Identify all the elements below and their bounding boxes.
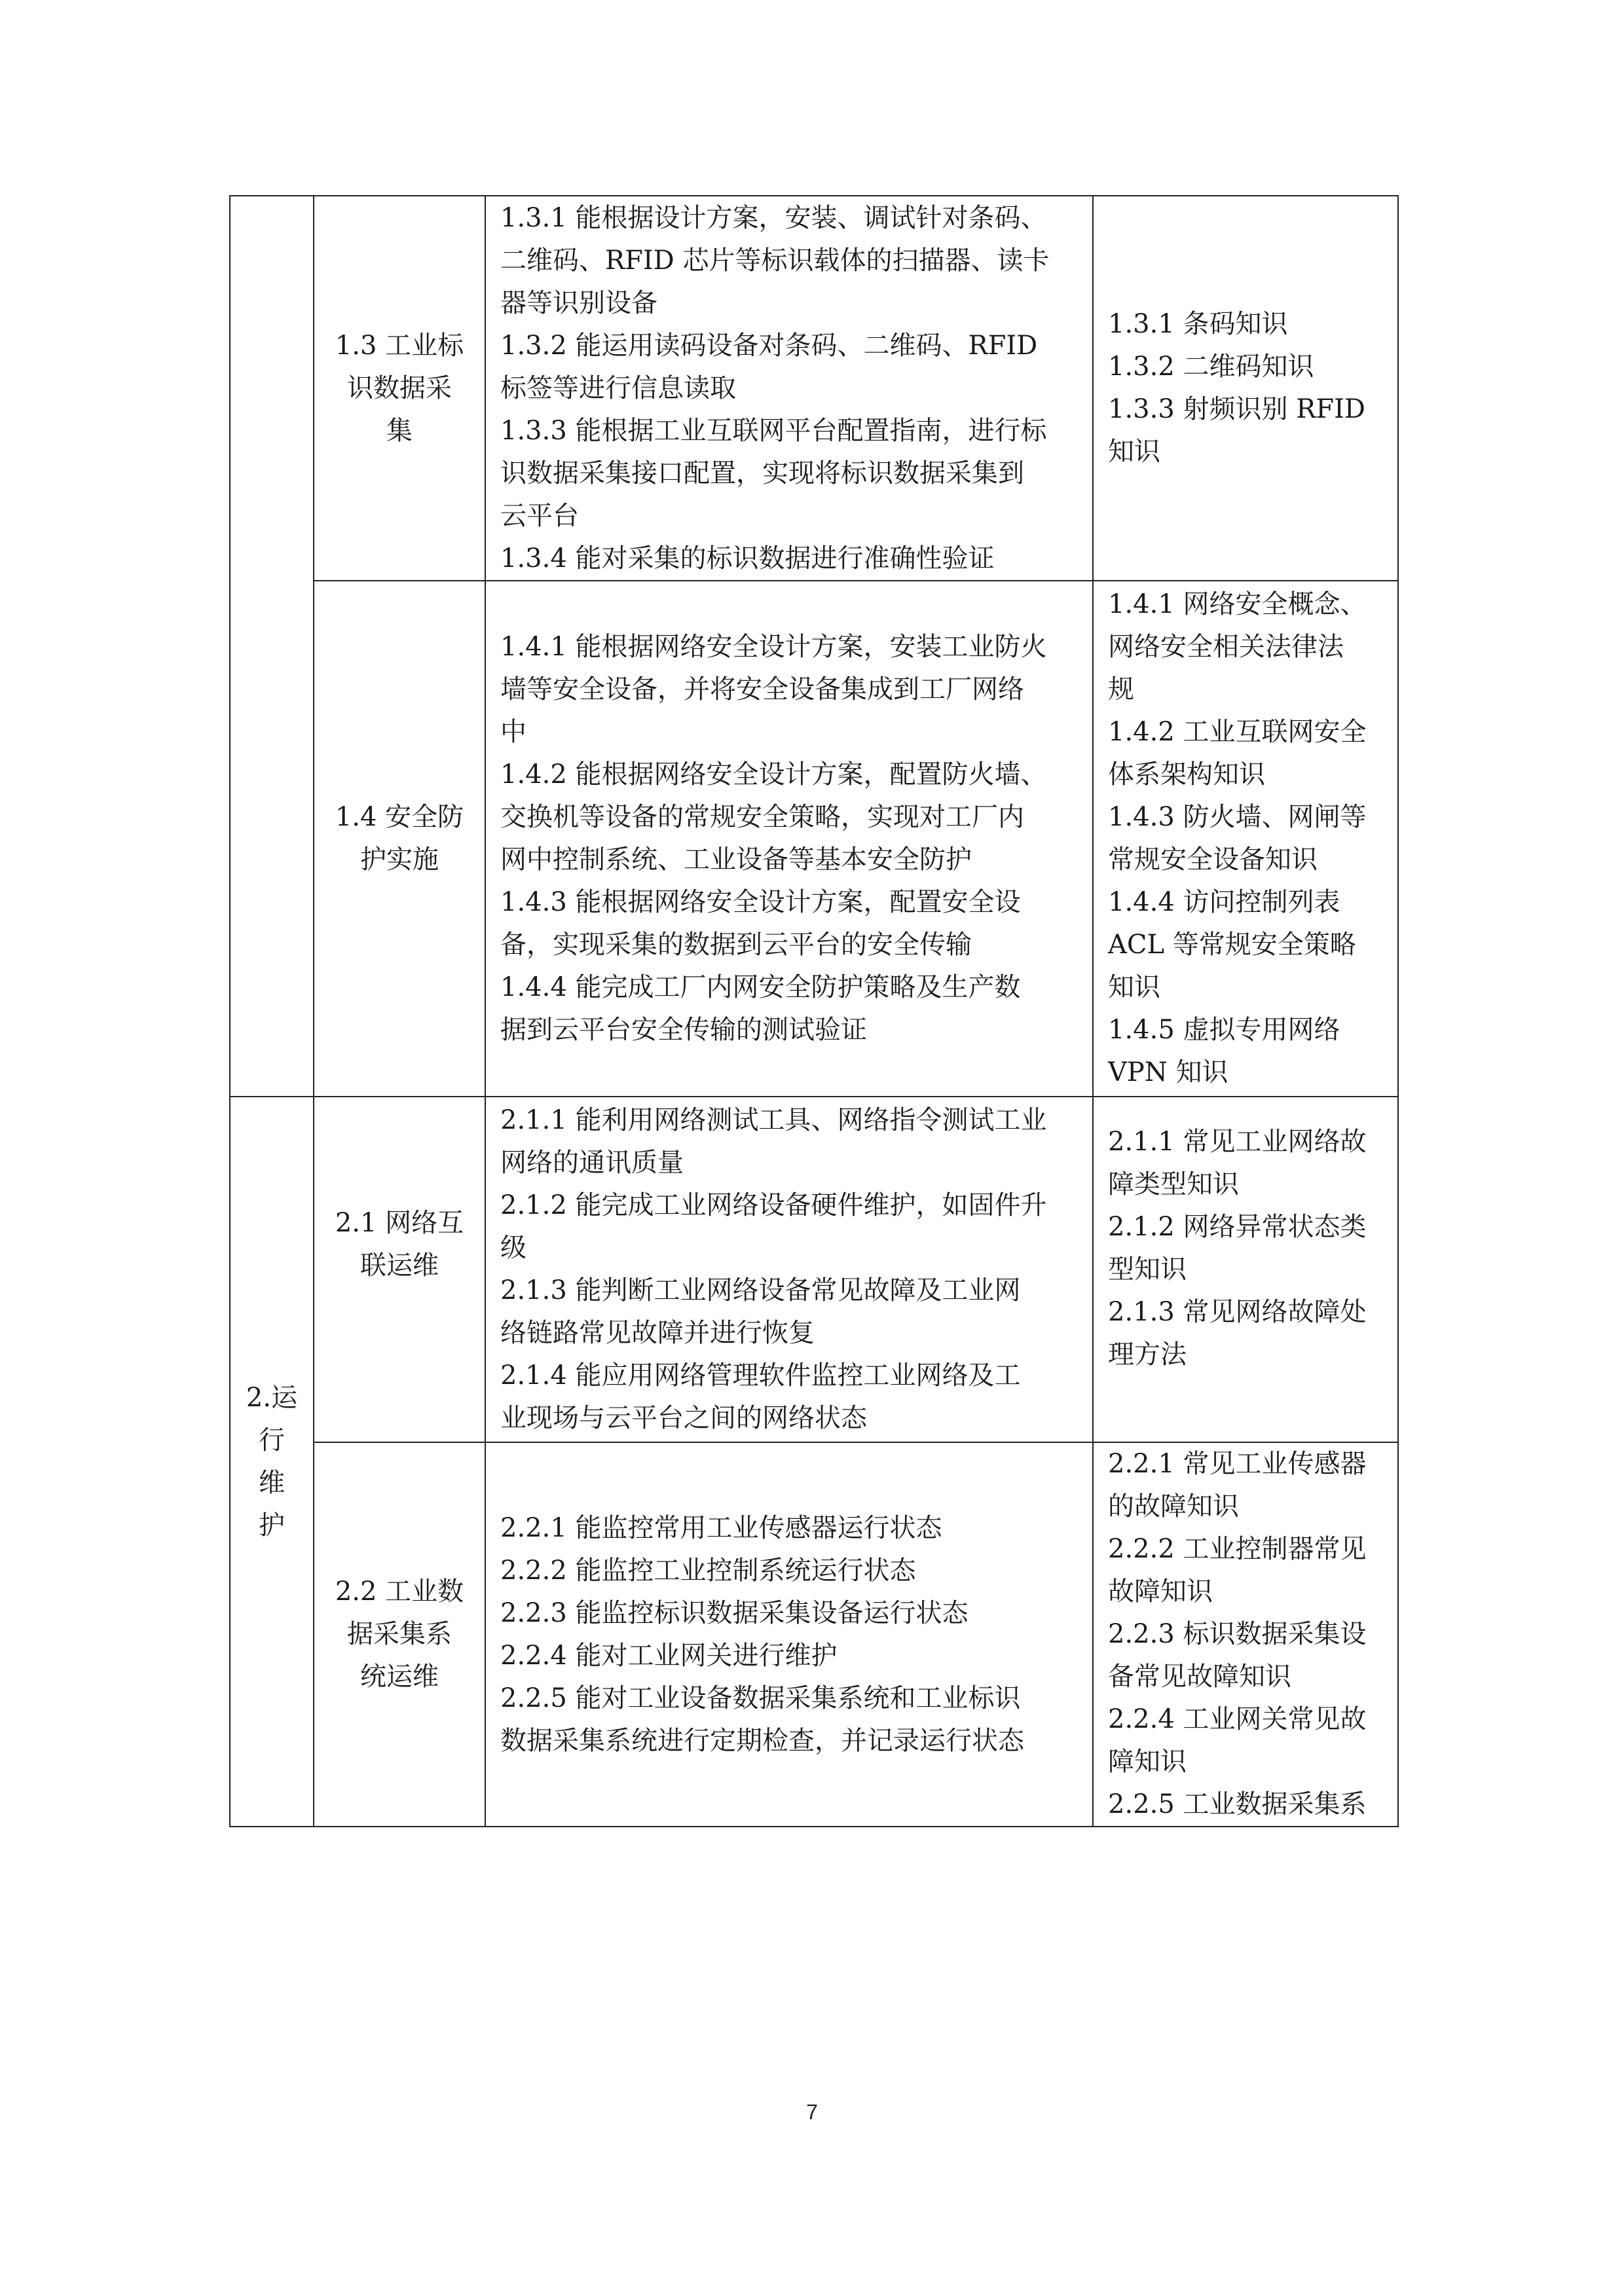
requirement-line: 1.3.2 能运用读码设备对条码、二维码、RFID	[500, 330, 1038, 361]
requirement-line: 备，实现采集的数据到云平台的安全传输	[500, 930, 972, 960]
knowledge-line: 2.2.2 工业控制器常见	[1108, 1534, 1367, 1564]
requirement-line: 据到云平台安全传输的测试验证	[500, 1015, 867, 1045]
knowledge-line: 1.4.1 网络安全概念、	[1108, 589, 1367, 619]
category-cell-continued	[230, 196, 314, 1097]
knowledge-line: 规	[1108, 674, 1134, 704]
category-line: 行	[259, 1425, 285, 1455]
knowledge-line: 障类型知识	[1108, 1169, 1239, 1199]
knowledge-line: 常规安全设备知识	[1108, 845, 1318, 875]
requirement-line: 2.1.1 能利用网络测试工具、网络指令测试工业	[500, 1105, 1047, 1135]
knowledge-line: 1.3.3 射频识别 RFID	[1108, 394, 1365, 424]
requirement-line: 网中控制系统、工业设备等基本安全防护	[500, 845, 972, 875]
knowledge-line: 1.3.2 二维码知识	[1108, 352, 1314, 382]
task-line: 1.3 工业标	[335, 330, 464, 361]
requirement-line: 中	[500, 717, 526, 747]
task-line: 联运维	[360, 1250, 439, 1281]
knowledge-line: 2.2.5 工业数据采集系	[1108, 1789, 1367, 1819]
requirement-line: 1.4.3 能根据网络安全设计方案，配置安全设	[500, 887, 1021, 917]
knowledge-line: 1.4.3 防火墙、网闸等	[1108, 802, 1367, 832]
requirement-line: 1.3.4 能对采集的标识数据进行准确性验证	[500, 543, 995, 574]
knowledge-line: 2.2.4 工业网关常见故	[1108, 1704, 1367, 1734]
requirement-line: 1.4.4 能完成工厂内网安全防护策略及生产数	[500, 972, 1021, 1002]
knowledge-line: 知识	[1108, 972, 1160, 1002]
knowledge-line: 理方法	[1108, 1339, 1187, 1370]
requirement-line: 网络的通讯质量	[500, 1148, 684, 1178]
knowledge-line: 1.4.5 虚拟专用网络	[1108, 1015, 1340, 1045]
requirement-line: 二维码、RFID 芯片等标识载体的扫描器、读卡	[500, 245, 1050, 276]
knowledge-line: 2.1.2 网络异常状态类	[1108, 1212, 1367, 1242]
category-line: 护	[259, 1510, 285, 1540]
task-line: 护实施	[360, 845, 439, 875]
knowledge-line: VPN 知识	[1108, 1057, 1228, 1087]
table-row	[230, 196, 1398, 581]
requirement-line: 数据采集系统进行定期检查，并记录运行状态	[500, 1725, 1024, 1756]
task-line: 识数据采	[347, 373, 452, 403]
knowledge-line: 的故障知识	[1108, 1491, 1239, 1522]
task-line: 集	[386, 415, 413, 446]
requirement-line: 1.4.1 能根据网络安全设计方案，安装工业防火	[500, 632, 1047, 662]
requirement-line: 2.2.4 能对工业网关进行维护	[500, 1640, 838, 1671]
requirement-line: 2.1.4 能应用网络管理软件监控工业网络及工	[500, 1360, 1021, 1391]
knowledge-cell	[1093, 1442, 1398, 1827]
table-row	[230, 1442, 1398, 1827]
knowledge-cell	[1093, 581, 1398, 1097]
requirement-line: 1.4.2 能根据网络安全设计方案，配置防火墙、	[500, 759, 1047, 790]
knowledge-line: 网络安全相关法律法	[1108, 632, 1344, 662]
knowledge-line: 体系架构知识	[1108, 759, 1265, 790]
knowledge-cell	[1093, 196, 1398, 581]
category-line: 2.运	[246, 1382, 298, 1413]
requirements-cell	[485, 196, 1093, 581]
task-line: 2.1 网络互	[335, 1208, 464, 1238]
knowledge-line: 障知识	[1108, 1747, 1187, 1777]
knowledge-line: 知识	[1108, 437, 1160, 467]
requirement-line: 2.2.3 能监控标识数据采集设备运行状态	[500, 1597, 969, 1628]
task-line: 统运维	[360, 1662, 439, 1692]
requirements-cell	[485, 581, 1093, 1097]
knowledge-line: 2.2.1 常见工业传感器	[1108, 1449, 1367, 1479]
requirement-line: 业现场与云平台之间的网络状态	[500, 1403, 867, 1433]
requirement-line: 墙等安全设备，并将安全设备集成到工厂网络	[500, 674, 1024, 704]
table-row	[230, 1097, 1398, 1442]
knowledge-line: 2.2.3 标识数据采集设	[1108, 1619, 1367, 1649]
requirement-line: 2.2.1 能监控常用工业传感器运行状态	[500, 1512, 942, 1543]
task-line: 1.4 安全防	[335, 802, 464, 832]
requirement-line: 络链路常见故障并进行恢复	[500, 1318, 815, 1348]
requirements-cell	[485, 1442, 1093, 1827]
knowledge-line: 1.4.4 访问控制列表	[1108, 887, 1340, 917]
requirement-line: 1.3.3 能根据工业互联网平台配置指南，进行标	[500, 415, 1047, 446]
knowledge-line: 2.1.3 常见网络故障处	[1108, 1297, 1367, 1327]
knowledge-line: 备常见故障知识	[1108, 1662, 1291, 1692]
task-cell	[314, 1442, 485, 1827]
requirement-line: 器等识别设备	[500, 287, 657, 318]
category-cell	[230, 1097, 314, 1827]
requirements-cell	[485, 1097, 1093, 1442]
requirement-line: 1.3.1 能根据设计方案，安装、调试针对条码、	[500, 202, 1047, 233]
requirement-line: 2.1.2 能完成工业网络设备硬件维护，如固件升	[500, 1190, 1047, 1220]
requirement-line: 识数据采集接口配置，实现将标识数据采集到	[500, 458, 1024, 488]
table-row	[230, 581, 1398, 1097]
knowledge-line: 1.4.2 工业互联网安全	[1108, 717, 1367, 747]
task-cell	[314, 196, 485, 581]
requirement-line: 2.2.5 能对工业设备数据采集系统和工业标识	[500, 1683, 1021, 1713]
task-cell	[314, 1097, 485, 1442]
knowledge-line: ACL 等常规安全策略	[1108, 930, 1356, 960]
requirement-line: 2.2.2 能监控工业控制系统运行状态	[500, 1555, 916, 1586]
category-line: 维	[259, 1467, 285, 1498]
requirement-line: 交换机等设备的常规安全策略，实现对工厂内	[500, 802, 1024, 832]
task-line: 2.2 工业数	[335, 1576, 464, 1607]
knowledge-cell	[1093, 1097, 1398, 1442]
knowledge-line: 型知识	[1108, 1254, 1187, 1285]
requirement-line: 2.1.3 能判断工业网络设备常见故障及工业网	[500, 1275, 1021, 1305]
requirement-line: 云平台	[500, 500, 579, 531]
knowledge-line: 2.1.1 常见工业网络故	[1108, 1127, 1367, 1157]
page-number: 7	[806, 2100, 818, 2124]
competency-table	[229, 195, 1399, 1827]
requirement-line: 级	[500, 1233, 526, 1263]
task-cell	[314, 581, 485, 1097]
knowledge-line: 故障知识	[1108, 1576, 1213, 1607]
requirement-line: 标签等进行信息读取	[500, 373, 736, 403]
task-line: 据采集系	[347, 1619, 452, 1649]
knowledge-line: 1.3.1 条码知识	[1108, 309, 1288, 339]
